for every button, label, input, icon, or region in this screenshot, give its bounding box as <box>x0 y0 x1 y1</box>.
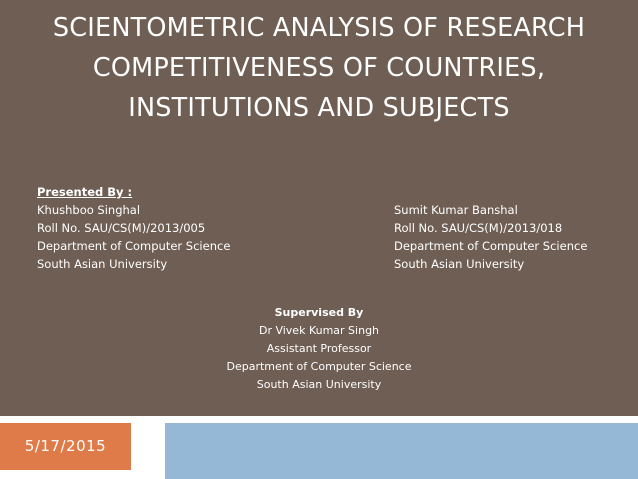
presenter-roll: Roll No. SAU/CS(M)/2013/005 <box>37 221 206 235</box>
presenter-department: Department of Computer Science <box>37 239 231 253</box>
presented-by-label: Presented By : <box>37 185 133 199</box>
supervised-by-heading: Supervised By <box>274 306 364 319</box>
date-box <box>0 423 131 470</box>
supervisor-section <box>0 304 638 394</box>
title-line: COMPETITIVENESS OF COUNTRIES, <box>92 53 546 83</box>
presenter-university: South Asian University <box>394 257 525 271</box>
title-line: SCIENTOMETRIC ANALYSIS OF RESEARCH <box>52 13 586 43</box>
title-line: INSTITUTIONS AND SUBJECTS <box>128 93 510 123</box>
slide-date: 5/17/2015 <box>24 437 107 455</box>
presenter-name: Khushboo Singhal <box>37 203 141 217</box>
presenter-1 <box>37 201 230 273</box>
supervisor-university: South Asian University <box>256 378 382 391</box>
supervisor-designation: Assistant Professor <box>266 342 372 355</box>
supervisor-name: Dr Vivek Kumar Singh <box>258 324 380 337</box>
slide-title <box>8 8 630 128</box>
presenter-2 <box>394 201 587 273</box>
presenter-roll: Roll No. SAU/CS(M)/2013/018 <box>394 221 563 235</box>
presenter-university: South Asian University <box>37 257 168 271</box>
presenter-name: Sumit Kumar Banshal <box>394 203 518 217</box>
presenter-department: Department of Computer Science <box>394 239 588 253</box>
accent-bar <box>165 423 638 479</box>
supervisor-department: Department of Computer Science <box>226 360 412 373</box>
